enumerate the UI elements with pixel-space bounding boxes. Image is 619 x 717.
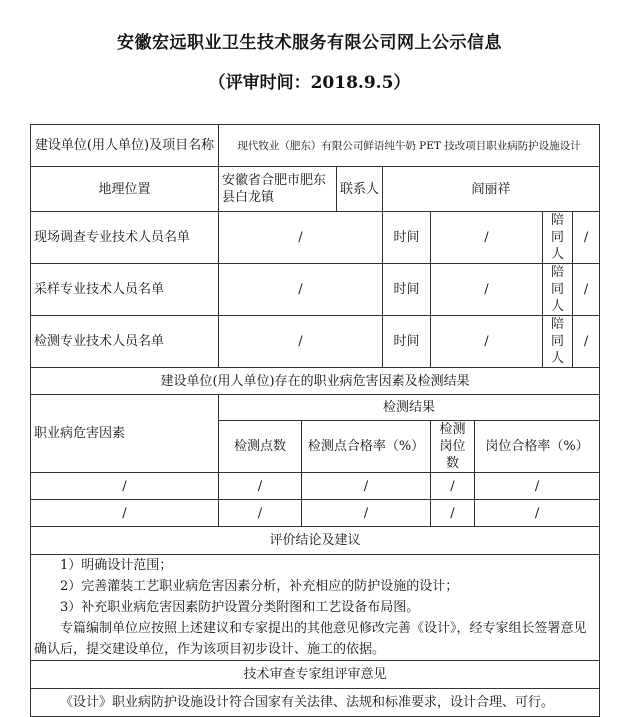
companion-label: 陪同人 [543, 212, 573, 264]
hazard-cell: / [475, 473, 600, 500]
hazard-cell: / [475, 500, 600, 527]
companion-value: / [573, 316, 600, 368]
companion-value: / [573, 264, 600, 316]
contact-value: 阎丽祥 [383, 167, 600, 212]
col-point-rate: 检测点合格率（%） [302, 421, 431, 473]
result-label: 检测结果 [219, 395, 600, 421]
time-value: / [431, 316, 543, 368]
unit-label: 建设单位(用人单位)及项目名称 [31, 125, 219, 167]
conclusion-item: 3）补充职业病危害因素防护设置分类附图和工艺设备布局图。 [60, 600, 420, 615]
hazard-cell: / [31, 500, 219, 527]
page-title: 安徽宏远职业卫生技术服务有限公司网上公示信息 [117, 33, 502, 53]
conclusion-item: 2）完善灌装工艺职业病危害因素分析，补充相应的防护设施的设计； [60, 579, 459, 594]
hazard-factor-label: 职业病危害因素 [31, 395, 219, 473]
staff-value: / [219, 316, 383, 368]
conclusion-note: 专篇编制单位应按照上述建议和专家提出的其他意见修改完善《设计》，经专家组长签署意见确认后，提交建设单位，作为该项目初步设计、施工的依据。 [34, 621, 587, 657]
staff-value: / [219, 264, 383, 316]
col-points: 检测点数 [219, 421, 302, 473]
companion-value: / [573, 212, 600, 264]
companion-label: 陪同人 [543, 316, 573, 368]
conclusion-section-title: 评价结论及建议 [31, 527, 600, 555]
location-value: 安徽省合肥市肥东县白龙镇 [219, 167, 337, 212]
hazard-section-title: 建设单位(用人单位)存在的职业病危害因素及检测结果 [31, 368, 600, 395]
staff-label: 检测专业技术人员名单 [31, 316, 219, 368]
hazard-cell: / [431, 500, 475, 527]
companion-label: 陪同人 [543, 264, 573, 316]
staff-label: 现场调查专业技术人员名单 [31, 212, 219, 264]
review-text: 《设计》职业病防护设施设计符合国家有关法律、法规和标准要求，设计合理、可行。 [31, 689, 600, 717]
time-value: / [431, 212, 543, 264]
staff-row-survey [31, 212, 600, 264]
hazard-row [31, 500, 600, 527]
location-label: 地理位置 [31, 167, 219, 212]
time-label: 时间 [383, 264, 431, 316]
staff-value: / [219, 212, 383, 264]
unit-value: 现代牧业（肥东）有限公司鲜语纯牛奶 PET 技改项目职业病防护设施设计 [219, 125, 600, 167]
hazard-cell: / [219, 500, 302, 527]
staff-row-sampling [31, 264, 600, 316]
staff-label: 采样专业技术人员名单 [31, 264, 219, 316]
hazard-cell: / [431, 473, 475, 500]
info-table [30, 124, 600, 717]
conclusion-item: 1）明确设计范围； [60, 558, 173, 573]
conclusion-body [31, 555, 600, 661]
review-date: （评审时间：2018.9.5） [208, 73, 411, 93]
contact-label: 联系人 [337, 167, 383, 212]
hazard-row [31, 473, 600, 500]
hazard-cell: / [31, 473, 219, 500]
time-label: 时间 [383, 316, 431, 368]
hazard-cell: / [219, 473, 302, 500]
time-value: / [431, 264, 543, 316]
review-section-title: 技术审查专家组评审意见 [31, 661, 600, 689]
hazard-cell: / [302, 473, 431, 500]
col-post-rate: 岗位合格率（%） [475, 421, 600, 473]
hazard-cell: / [302, 500, 431, 527]
time-label: 时间 [383, 212, 431, 264]
col-posts: 检测岗位数 [431, 421, 475, 473]
staff-row-testing [31, 316, 600, 368]
